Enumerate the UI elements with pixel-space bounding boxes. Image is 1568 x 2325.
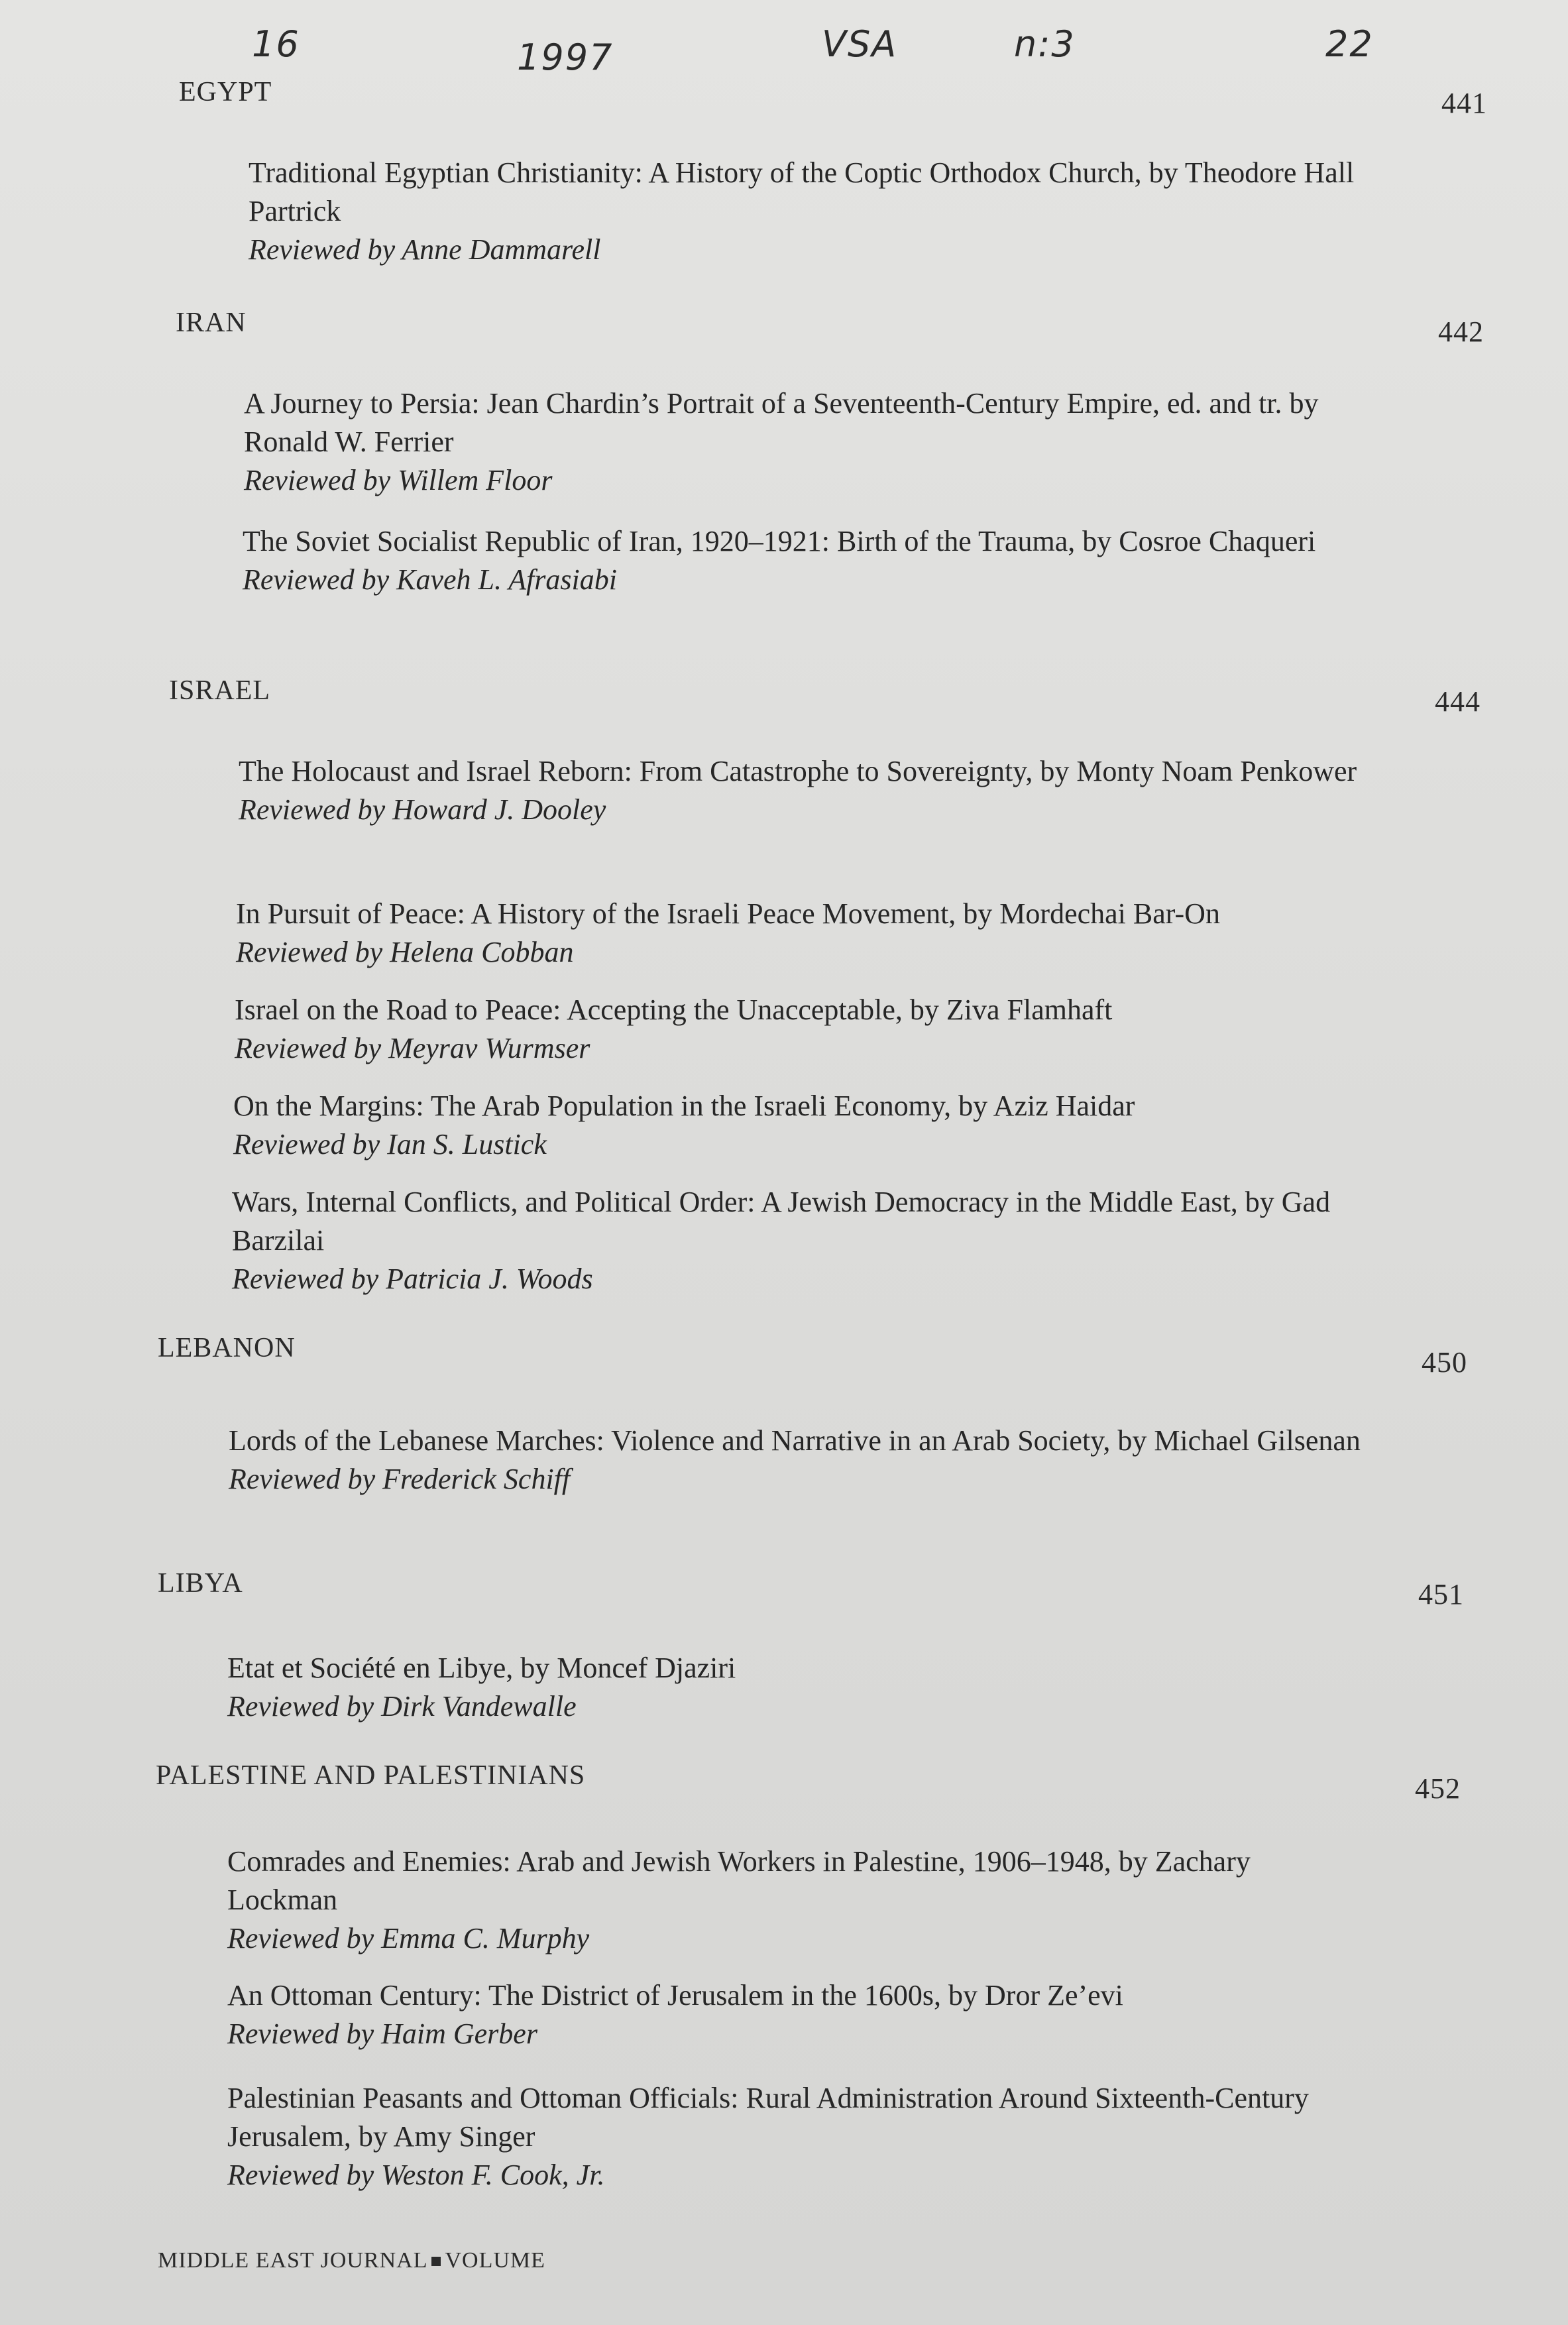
section-name: EGYPT [179, 77, 272, 107]
review-entry [243, 522, 1382, 599]
journal-name: MIDDLE EAST JOURNAL [158, 2248, 428, 2273]
reviewer-name: Reviewed by Willem Floor [244, 464, 553, 496]
volume-label: VOLUME [445, 2248, 545, 2273]
book-title: Etat et Société en Libye, by Moncef Djaziri [227, 1652, 736, 1684]
review-entry [227, 1976, 1394, 2053]
review-entry [244, 384, 1384, 500]
book-title: Lords of the Lebanese Marches: Violence and Narrative in an Arab Society, by Michael Gilsenan [229, 1424, 1361, 1457]
section-page-number: 450 [1422, 1346, 1467, 1379]
reviewer-name: Reviewed by Howard J. Dooley [239, 793, 606, 826]
handwritten-note: 16 [252, 23, 300, 65]
handwritten-note: n:3 [1014, 23, 1076, 65]
book-title: A Journey to Persia: Jean Chardin’s Portrait of a Seventeenth-Century Empire, ed. and tr. by Ronald W. Ferrier [244, 387, 1319, 458]
handwritten-note: 22 [1325, 23, 1374, 65]
book-title: Palestinian Peasants and Ottoman Officials: Rural Administration Around Sixteenth-Century Jerusalem, by Amy Singer [227, 2082, 1309, 2153]
reviewer-name: Reviewed by Helena Cobban [236, 936, 574, 968]
review-entry [236, 895, 1402, 972]
reviewer-name: Reviewed by Emma C. Murphy [227, 1922, 590, 1955]
square-bullet-icon [431, 2257, 441, 2266]
section-page-number: 451 [1418, 1578, 1464, 1611]
section-name: ISRAEL [169, 675, 270, 706]
review-entry [249, 154, 1388, 269]
review-entry [227, 2079, 1367, 2194]
book-title: In Pursuit of Peace: A History of the Israeli Peace Movement, by Mordechai Bar-On [236, 897, 1220, 930]
reviewer-name: Reviewed by Kaveh L. Afrasiabi [243, 563, 617, 596]
section-name: IRAN [176, 308, 247, 338]
review-entry [239, 752, 1378, 829]
book-title: On the Margins: The Arab Population in the Israeli Economy, by Aziz Haidar [233, 1090, 1135, 1122]
review-entry [232, 1183, 1372, 1298]
running-footer [158, 2248, 545, 2273]
reviewer-name: Reviewed by Patricia J. Woods [232, 1263, 593, 1295]
handwritten-note: 1997 [517, 36, 614, 78]
book-title: Israel on the Road to Peace: Accepting the Unacceptable, by Ziva Flamhaft [235, 993, 1113, 1026]
section-name: LEBANON [158, 1333, 296, 1363]
reviewer-name: Reviewed by Anne Dammarell [249, 233, 601, 266]
section-name: LIBYA [158, 1568, 243, 1599]
reviewer-name: Reviewed by Meyrav Wurmser [235, 1032, 590, 1064]
book-title: Comrades and Enemies: Arab and Jewish Workers in Palestine, 1906–1948, by Zachary Lockman [227, 1845, 1251, 1916]
book-title: An Ottoman Century: The District of Jerusalem in the 1600s, by Dror Ze’evi [227, 1979, 1123, 2012]
reviewer-name: Reviewed by Dirk Vandewalle [227, 1690, 577, 1723]
reviewer-name: Reviewed by Ian S. Lustick [233, 1128, 547, 1161]
section-name: PALESTINE AND PALESTINIANS [156, 1760, 586, 1791]
section-page-number: 452 [1415, 1772, 1461, 1805]
review-entry [233, 1087, 1400, 1164]
book-title: The Soviet Socialist Republic of Iran, 1920–1921: Birth of the Trauma, by Cosroe Chaqueri [243, 525, 1316, 557]
section-page-number: 442 [1438, 315, 1484, 348]
review-entry [227, 1843, 1367, 1958]
review-entry [235, 991, 1401, 1068]
reviewer-name: Reviewed by Haim Gerber [227, 2017, 537, 2050]
reviewer-name: Reviewed by Frederick Schiff [229, 1463, 571, 1495]
review-entry [227, 1649, 1367, 1726]
section-page-number: 444 [1435, 685, 1481, 718]
handwritten-note: VSA [822, 23, 898, 65]
book-title: Wars, Internal Conflicts, and Political Order: A Jewish Democracy in the Middle East, by Gad Barzilai [232, 1186, 1331, 1257]
book-title: The Holocaust and Israel Reborn: From Catastrophe to Sovereignty, by Monty Noam Penkower [239, 755, 1357, 787]
section-page-number: 441 [1441, 87, 1487, 119]
review-entry [229, 1422, 1369, 1499]
reviewer-name: Reviewed by Weston F. Cook, Jr. [227, 2159, 605, 2191]
book-title: Traditional Egyptian Christianity: A History of the Coptic Orthodox Church, by Theodore Hall Partrick [249, 156, 1355, 227]
